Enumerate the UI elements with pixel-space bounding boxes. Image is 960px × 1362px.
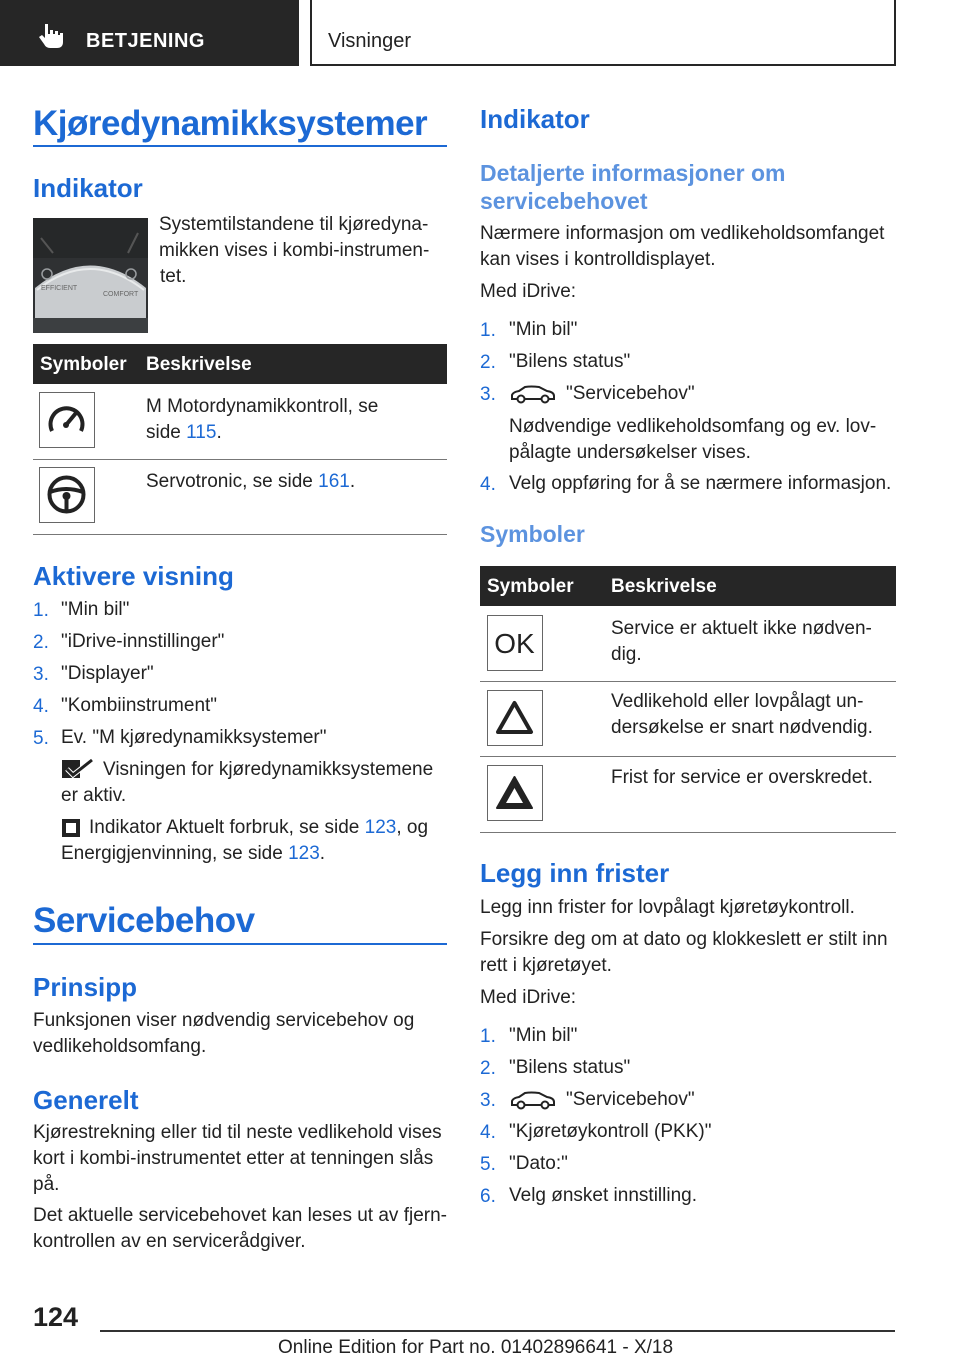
section-title: BETJENING xyxy=(86,30,205,52)
list-item: Ev. "M kjøredynamikksystemer" xyxy=(61,727,327,748)
list-item: "Bilens status" xyxy=(509,1057,631,1078)
speedometer-icon xyxy=(39,392,95,448)
list-item: "Min bil" xyxy=(61,599,130,620)
hand-icon xyxy=(36,22,66,50)
generelt-text: Kjørestrekning eller tid til neste vedlikehold vises kort i kombi-instrumentet etter at tenningen slås på. xyxy=(33,1122,442,1195)
table-row-description: Servotronic, se side 161. xyxy=(146,471,356,492)
table-divider xyxy=(480,832,896,833)
list-item: Velg oppføring for å se nærmere informasjon. xyxy=(509,473,892,494)
table-row-description: Vedlikehold eller lovpålagt un- dersøkelse er snart nødvendig. xyxy=(611,691,873,738)
aktivere-heading: Aktivere visning xyxy=(33,561,234,591)
prinsipp-heading: Prinsipp xyxy=(33,972,138,1002)
prinsipp-text: Funksjonen viser nødvendig servicebehov og vedlikeholdsomfang. xyxy=(33,1010,415,1057)
indikator-heading: Indikator xyxy=(33,173,143,203)
list-number: 6. xyxy=(480,1186,496,1207)
table-header: Symboler Beskrivelse xyxy=(33,344,447,384)
table-divider xyxy=(480,681,896,682)
car-icon xyxy=(509,385,557,405)
warning-triangle-icon xyxy=(487,690,543,746)
comfort-label: COMFORT xyxy=(103,291,139,298)
car-icon xyxy=(509,1091,557,1111)
table-header: Symboler Beskrivelse xyxy=(480,566,896,606)
list-number: 2. xyxy=(33,632,49,653)
frister-text: Legg inn frister for lovpålagt kjøretøykontroll. xyxy=(480,897,855,918)
list-item: "Displayer" xyxy=(61,663,154,684)
table-divider xyxy=(480,756,896,757)
table-row-description: M Motordynamikkontroll, se side 115. xyxy=(146,396,379,443)
list-number: 4. xyxy=(33,696,49,717)
frister-text-2: Forsikre deg om at dato og klokkeslett er stilt inn rett i kjøretøyet. xyxy=(480,929,888,976)
chapter-title: Visninger xyxy=(328,30,412,52)
list-number: 4. xyxy=(480,1122,496,1143)
generelt-text-2: Det aktuelle servicebehovet kan leses ut av fjern- kontrollen av en servicerådgiver. xyxy=(33,1205,447,1252)
med-idrive-label: Med iDrive: xyxy=(480,987,577,1008)
detaljer-heading: Detaljerte informasjoner om servicebehovet xyxy=(480,160,786,214)
list-item: "Kjøretøykontroll (PKK)" xyxy=(509,1121,712,1142)
list-item: "Servicebehov" xyxy=(566,1089,695,1110)
list-number: 3. xyxy=(480,1090,496,1111)
table-divider xyxy=(33,534,447,535)
page-number: 124 xyxy=(33,1302,79,1332)
sub-text: Visningen for kjøredynamikksystemene xyxy=(103,759,434,780)
list-number: 3. xyxy=(480,384,496,405)
frister-heading: Legg inn frister xyxy=(480,858,670,888)
servicebehov-title: Servicebehov xyxy=(33,901,255,940)
generelt-heading: Generelt xyxy=(33,1085,139,1115)
efficient-label: EFFICIENT xyxy=(41,285,78,292)
list-number: 5. xyxy=(33,728,49,749)
list-item: "Min bil" xyxy=(509,319,578,340)
list-number: 2. xyxy=(480,1058,496,1079)
warning-triangle-filled-icon xyxy=(487,765,543,821)
page-link[interactable]: 115 xyxy=(186,422,217,443)
page-title: Kjøredynamikksystemer xyxy=(33,104,428,143)
checkbox-unchecked-icon xyxy=(61,818,81,838)
list-number: 1. xyxy=(480,1026,496,1047)
sub-text: Indikator Aktuelt forbruk, se side 123, og xyxy=(89,817,429,838)
steering-wheel-icon xyxy=(39,467,95,523)
page-link[interactable]: 123 xyxy=(288,843,320,864)
indikator-text: Systemtilstandene til kjøredyna- mikken vises i kombi-instrumen- tet. xyxy=(159,214,430,287)
footer-rule xyxy=(100,1330,895,1332)
instrument-image xyxy=(33,218,148,333)
chapter-tab xyxy=(310,0,896,66)
list-item: "Min bil" xyxy=(509,1025,578,1046)
list-item: "Servicebehov" xyxy=(566,383,695,404)
list-number: 1. xyxy=(33,600,49,621)
checkbox-checked-icon xyxy=(61,758,95,780)
list-number: 3. xyxy=(33,664,49,685)
list-item: "Bilens status" xyxy=(509,351,631,372)
page-link[interactable]: 123 xyxy=(364,817,397,838)
section-tab xyxy=(0,0,299,66)
list-item: "iDrive-innstillinger" xyxy=(61,631,225,652)
sub-text: Energigjenvinning, se side 123. xyxy=(61,843,326,864)
list-number: 1. xyxy=(480,320,496,341)
table-row-description: Frist for service er overskredet. xyxy=(611,767,873,788)
list-number: 4. xyxy=(480,474,496,495)
list-item: Velg ønsket innstilling. xyxy=(509,1185,697,1206)
list-number: 5. xyxy=(480,1154,496,1175)
symboler-heading: Symboler xyxy=(480,521,585,547)
table-divider xyxy=(33,459,447,460)
right-indikator-heading: Indikator xyxy=(480,104,590,134)
title-rule xyxy=(33,145,447,147)
detaljer-text: Nærmere informasjon om vedlikeholdsomfanget kan vises i kontrolldisplayet. xyxy=(480,223,885,270)
sub-text: er aktiv. xyxy=(61,785,127,806)
step-note: Nødvendige vedlikeholdsomfang og ev. lov- pålagte undersøkelser vises. xyxy=(509,416,877,463)
title-rule xyxy=(33,943,447,945)
list-item: "Kombiinstrument" xyxy=(61,695,218,716)
list-item: "Dato:" xyxy=(509,1153,568,1174)
list-number: 2. xyxy=(480,352,496,373)
svg-text:OK: OK xyxy=(494,628,535,659)
table-row-description: Service er aktuelt ikke nødven- dig. xyxy=(611,618,872,665)
page-link[interactable]: 161 xyxy=(318,471,350,492)
med-idrive-label: Med iDrive: xyxy=(480,281,577,302)
footer-edition: Online Edition for Part no. 01402896641 - X/18 xyxy=(278,1337,674,1358)
ok-icon xyxy=(487,615,543,671)
